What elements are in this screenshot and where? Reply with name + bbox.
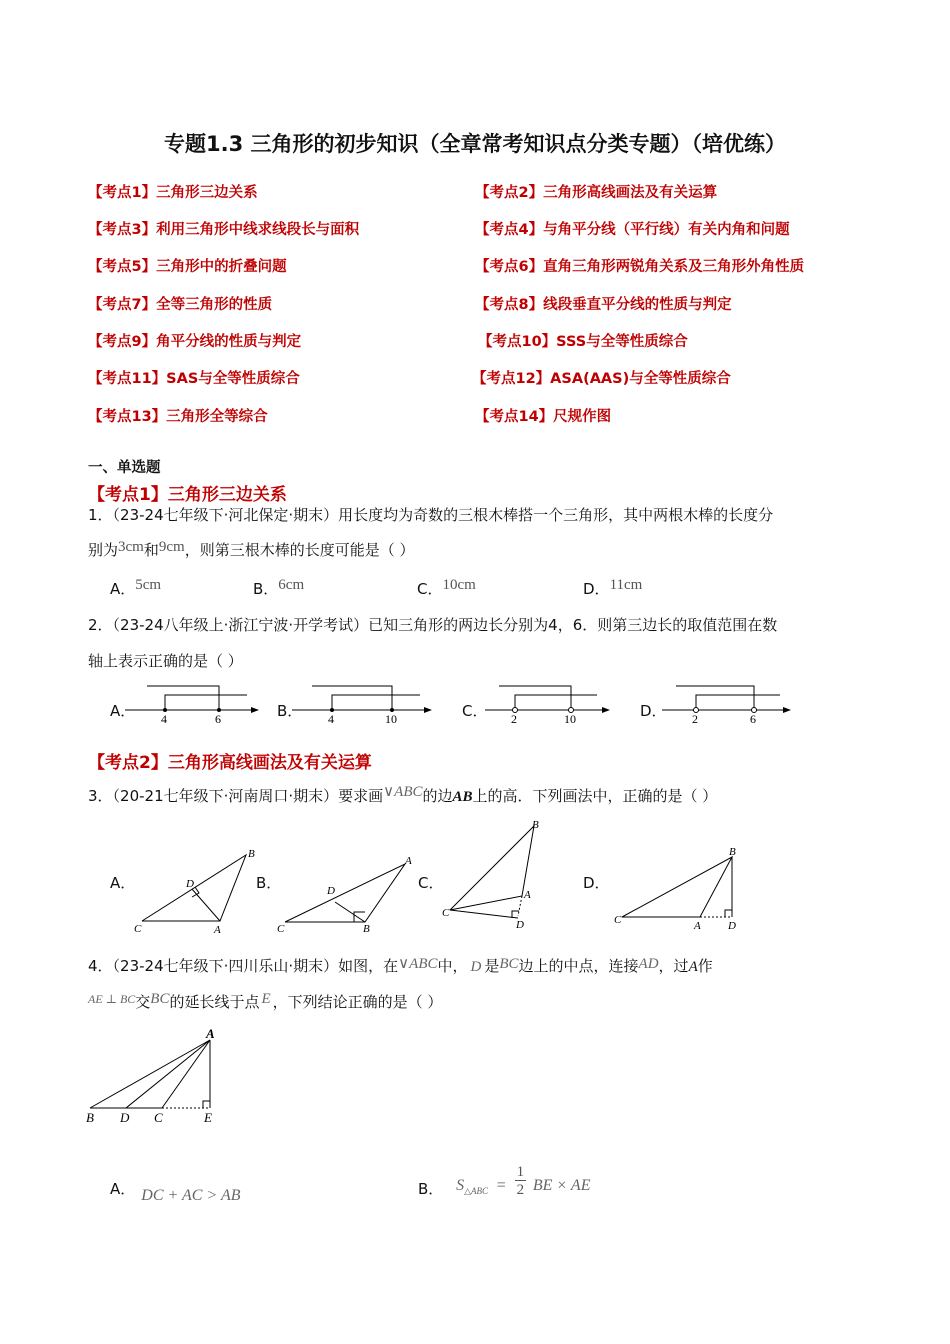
- math-value: E: [261, 991, 271, 1007]
- question-2: [88, 615, 777, 635]
- toc-item: 【考点1】三角形三边关系: [88, 185, 258, 201]
- point-label: D: [120, 1110, 130, 1125]
- question-4-line2: [88, 992, 442, 1013]
- toc-item: 【考点10】SSS与全等性质综合: [478, 334, 688, 350]
- altitude-line: [518, 896, 522, 916]
- point-label: C: [134, 923, 142, 935]
- question-text: 边上的中点，连接: [518, 957, 639, 975]
- option-a[interactable]: [110, 1178, 241, 1204]
- toc-item: 【考点14】尺规作图: [475, 409, 612, 425]
- point-label: D: [516, 919, 524, 931]
- toc-item: 【考点8】线段垂直平分线的性质与判定: [475, 297, 732, 313]
- point-label: C: [442, 907, 450, 919]
- segment-ab: [90, 1040, 210, 1108]
- math-value: A: [688, 959, 698, 975]
- point-label: B: [363, 923, 370, 935]
- question-number: 1．: [88, 506, 113, 524]
- option-c[interactable]: [417, 578, 476, 599]
- point-label: A: [206, 1026, 215, 1041]
- tick-label: 4: [161, 712, 167, 726]
- range-bracket: [312, 686, 392, 710]
- question-number: 2．: [88, 616, 113, 634]
- question-text: ，下列结论正确的是（ ）: [272, 993, 443, 1011]
- triangle: [622, 857, 732, 917]
- point-label: C: [614, 914, 622, 926]
- question-text: 的边: [422, 787, 453, 805]
- question-1-line2: [88, 540, 414, 561]
- number-line-d: [662, 680, 797, 728]
- math-value: AB: [452, 789, 473, 805]
- point-label: C: [277, 923, 285, 935]
- tick-label: 6: [750, 712, 756, 726]
- point-label: B: [248, 848, 255, 860]
- option-value: 5cm: [135, 577, 162, 593]
- option-a[interactable]: [110, 578, 161, 599]
- right-angle-mark: [203, 1101, 210, 1108]
- option-d[interactable]: D．: [640, 702, 667, 720]
- fraction: [515, 1164, 527, 1199]
- toc-item: 【考点2】三角形高线画法及有关运算: [475, 185, 718, 201]
- point-label: A: [694, 920, 701, 932]
- option-d[interactable]: [583, 578, 642, 599]
- point-label: B: [86, 1110, 94, 1125]
- arrow-icon: [251, 707, 259, 713]
- option-d[interactable]: D．: [583, 874, 610, 892]
- point-label: D: [728, 920, 736, 932]
- figure-3a: [130, 845, 260, 935]
- option-label: D．: [583, 580, 610, 598]
- question-text: 是: [484, 957, 500, 975]
- question-4: [88, 956, 713, 977]
- point-label: B: [729, 846, 736, 858]
- tick-label: 2: [692, 712, 698, 726]
- topic-heading: 【考点1】三角形三边关系: [88, 485, 287, 505]
- question-text: 交: [135, 993, 151, 1011]
- question-text: （23-24七年级下·河北保定·期末）用长度均为奇数的三根木棒搭一个三角形，其中两根木棒的长度分: [112, 506, 774, 524]
- tick-label: 10: [564, 712, 576, 726]
- toc-item: 【考点12】ASA(AAS)与全等性质综合: [472, 371, 731, 387]
- point-label: D: [186, 878, 194, 890]
- arrow-icon: [783, 707, 791, 713]
- question-text: 上的高．下列画法中，正确的是（ ）: [472, 787, 718, 805]
- number-line-a: [125, 680, 265, 728]
- right-angle-mark: [725, 910, 732, 917]
- range-bracket: [696, 695, 780, 710]
- question-text: （23-24八年级上·浙江宁波·开学考试）已知三角形的两边长分别为4，6．则第三边长的取值范围在数: [112, 616, 778, 634]
- section-heading: 一、单选题: [88, 460, 161, 476]
- math-value: S: [456, 1177, 465, 1194]
- question-text: （23-24七年级下·四川乐山·期末）如图，在: [112, 957, 399, 975]
- point-label: E: [204, 1110, 212, 1125]
- triangle: [285, 864, 405, 922]
- toc-item: 【考点13】三角形全等综合: [88, 409, 268, 425]
- math-value: ∨ABC: [398, 956, 438, 972]
- segment-ad: [126, 1040, 210, 1108]
- option-b[interactable]: [418, 1160, 590, 1204]
- arrow-icon: [602, 707, 610, 713]
- fraction-denominator: 2: [516, 1182, 525, 1198]
- option-value: 6cm: [278, 577, 305, 593]
- option-label: B．: [418, 1180, 444, 1198]
- point-label: C: [154, 1110, 163, 1125]
- option-label: C．: [417, 580, 443, 598]
- page-title: 专题1.3 三角形的初步知识（全章常考知识点分类专题）（培优练）: [163, 132, 786, 156]
- option-b[interactable]: B．: [277, 702, 303, 720]
- number-line-b: [292, 680, 437, 728]
- math-value: D: [470, 959, 482, 975]
- extension-line: [450, 910, 518, 918]
- toc-item: 【考点11】SAS与全等性质综合: [88, 371, 300, 387]
- arrow-icon: [424, 707, 432, 713]
- option-b[interactable]: [253, 578, 304, 599]
- range-bracket: [332, 695, 420, 710]
- question-text: ，过: [658, 957, 689, 975]
- question-number: 3．: [88, 787, 113, 805]
- fraction-numerator: 1: [516, 1164, 525, 1180]
- point-label: A: [214, 924, 221, 935]
- toc-item: 【考点7】全等三角形的性质: [88, 297, 273, 313]
- option-a[interactable]: A．: [110, 702, 136, 720]
- point-label: A: [524, 889, 531, 901]
- question-text: （20-21七年级下·河南周口·期末）要求画: [112, 787, 384, 805]
- question-text: 的延长线于点: [169, 993, 260, 1011]
- topic-heading: 【考点2】三角形高线画法及有关运算: [88, 753, 372, 773]
- math-value: AD: [638, 956, 659, 972]
- range-bracket: [147, 686, 219, 710]
- question-text: 中，: [437, 957, 468, 975]
- figure-3b: [275, 850, 415, 935]
- range-bracket: [676, 686, 754, 710]
- math-value: =: [496, 1177, 506, 1194]
- figure-4: [82, 1024, 232, 1128]
- question-text: 和: [143, 541, 159, 559]
- option-label: A．: [110, 1180, 136, 1198]
- toc-item: 【考点9】角平分线的性质与判定: [88, 334, 302, 350]
- math-value: BC: [499, 956, 519, 972]
- question-text: 别为: [88, 541, 119, 559]
- option-a[interactable]: A．: [110, 874, 136, 892]
- range-bracket: [499, 686, 571, 710]
- option-b[interactable]: B．: [256, 874, 282, 892]
- segment-ac: [162, 1040, 210, 1108]
- number-line-c: [485, 680, 615, 728]
- range-bracket: [165, 695, 247, 710]
- toc-item: 【考点6】直角三角形两锐角关系及三角形外角性质: [475, 259, 805, 275]
- altitude-line: [192, 889, 220, 921]
- math-value: ∨ABC: [383, 784, 423, 800]
- option-value: DC + AC > AB: [141, 1187, 241, 1204]
- option-label: A．: [110, 580, 136, 598]
- math-value: 3cm: [118, 539, 144, 555]
- question-number: 4．: [88, 957, 113, 975]
- toc-item: 【考点3】利用三角形中线求线段长与面积: [88, 222, 360, 238]
- point-label: D: [327, 885, 335, 897]
- math-value: BE × AE: [532, 1177, 591, 1194]
- toc-item: 【考点4】与角平分线（平行线）有关内角和问题: [475, 222, 790, 238]
- question-1: [88, 505, 773, 525]
- math-value: 9cm: [158, 539, 185, 555]
- tick-label: 4: [328, 712, 334, 726]
- question-text: ，则第三根木棒的长度可能是（ ）: [184, 541, 415, 559]
- option-value: 11cm: [609, 577, 643, 593]
- math-value: BC: [150, 991, 170, 1007]
- question-text: 作: [697, 957, 713, 975]
- range-bracket: [515, 695, 597, 710]
- toc-item: 【考点5】三角形中的折叠问题: [88, 259, 287, 275]
- point-label: A: [405, 855, 412, 867]
- tick-label: 10: [385, 712, 397, 726]
- figure-3c: [440, 818, 550, 933]
- tick-label: 6: [215, 712, 221, 726]
- option-c[interactable]: C．: [418, 874, 444, 892]
- option-value: 10cm: [442, 577, 476, 593]
- point-label: B: [532, 819, 539, 831]
- figure-3d: [610, 843, 750, 935]
- question-3: [88, 786, 717, 807]
- math-value: AE ⊥ BC: [88, 992, 136, 1006]
- option-c[interactable]: C．: [462, 702, 488, 720]
- math-subscript: △ABC: [464, 1186, 488, 1196]
- tick-label: 2: [511, 712, 517, 726]
- option-label: B．: [253, 580, 279, 598]
- triangle: [142, 855, 246, 921]
- question-2-line2: 轴上表示正确的是（ ）: [88, 652, 243, 670]
